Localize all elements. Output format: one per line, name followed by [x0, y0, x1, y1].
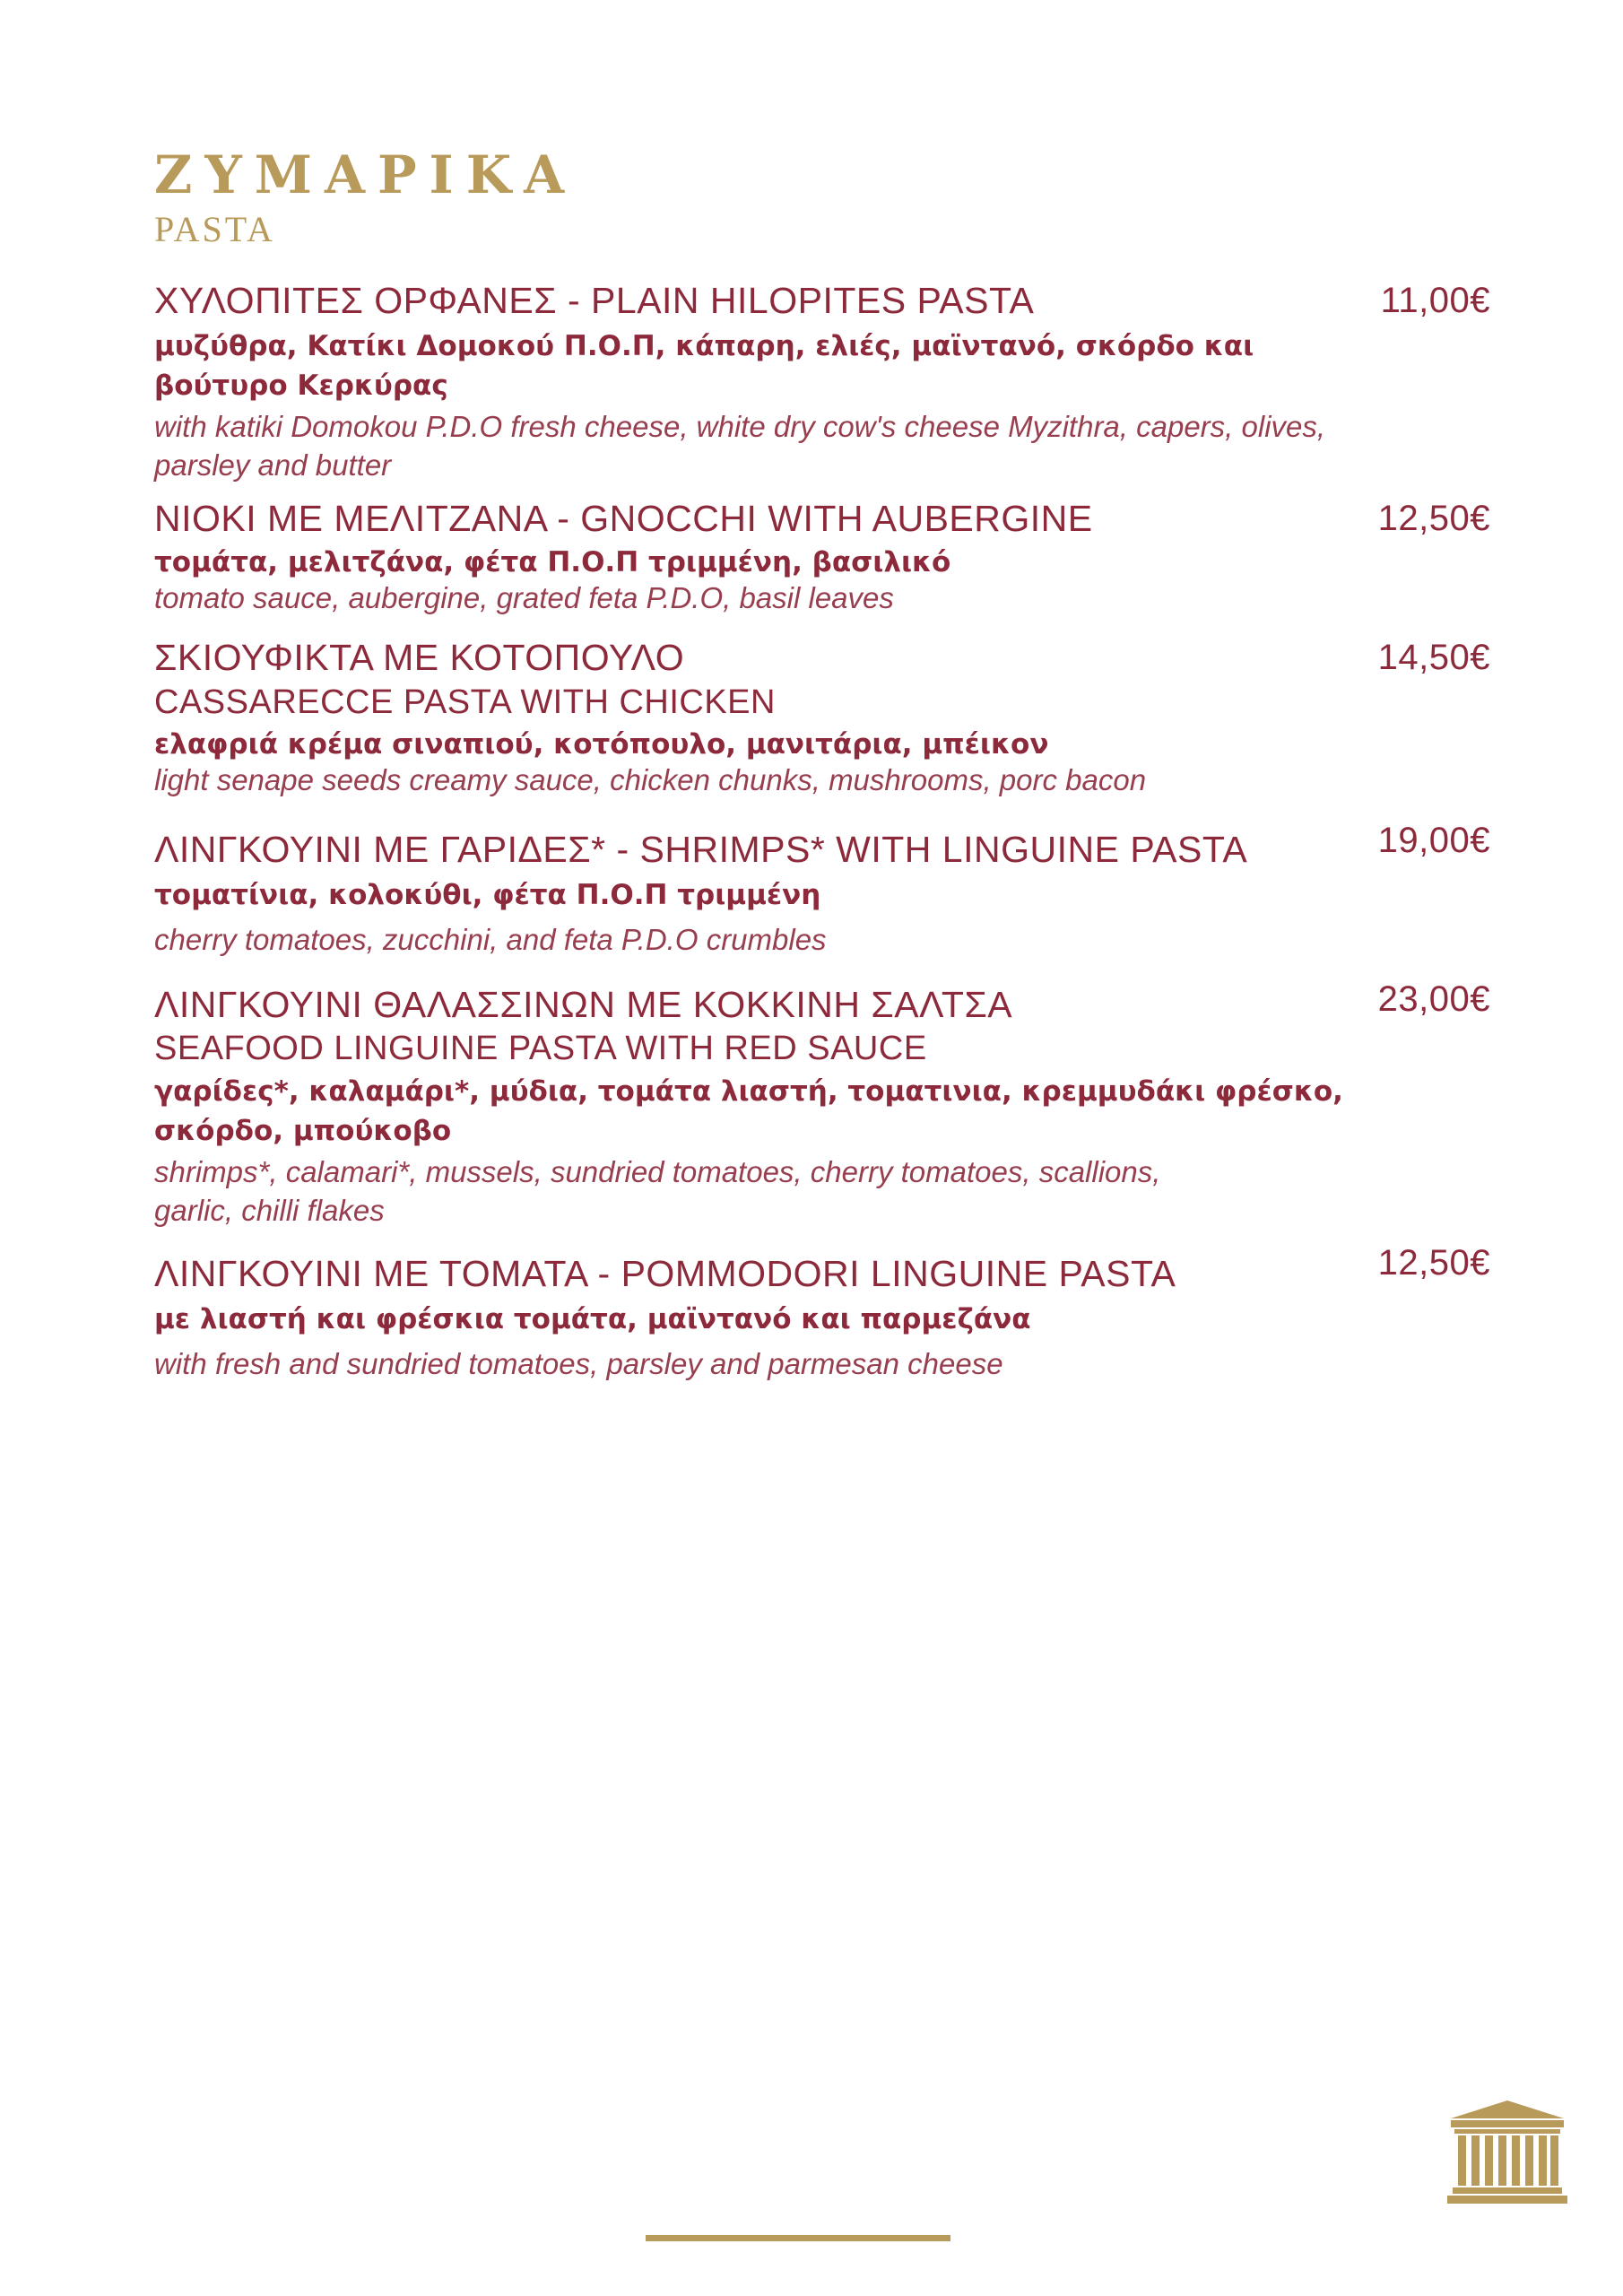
item-description-greek: τομάτα, μελιτζάνα, φέτα Π.Ο.Π τριμμένη, βασιλικό	[154, 546, 951, 578]
menu-item	[154, 1243, 1490, 1383]
item-price: 19,00€	[1377, 821, 1490, 860]
item-description-english: with katiki Domokou P.D.O fresh cheese, white dry cow's cheese Myzithra, capers, olives, parsley and butter	[154, 410, 1326, 482]
item-description-english: shrimps*, calamari*, mussels, sundried tomatoes, cherry tomatoes, scallions, garlic, chilli flakes	[154, 1155, 1161, 1227]
item-description-greek: με λιαστή και φρέσκια τομάτα, μαϊντανό και παρμεζάνα	[154, 1303, 1031, 1335]
item-price: 12,50€	[1377, 1243, 1490, 1283]
item-title: ΛΙΝΓΚΟΥΙΝΙ ΜΕ ΤΟΜΑΤΑ - POMMODORI LINGUINE PASTA	[154, 1253, 1176, 1294]
item-description-greek: γαρίδες*, καλαμάρι*, μύδια, τομάτα λιαστή, τοματινια, κρεμμυδάκι φρέσκο, σκόρδο, μπούκοβο	[154, 1075, 1343, 1147]
temple-icon	[1445, 2099, 1569, 2205]
item-description-english: tomato sauce, aubergine, grated feta P.D.O, basil leaves	[154, 581, 894, 614]
item-price: 12,50€	[1377, 499, 1490, 538]
menu-item	[154, 821, 1490, 959]
item-description-english: cherry tomatoes, zucchini, and feta P.D.O crumbles	[154, 923, 827, 956]
item-title: ΧΥΛΟΠΙΤΕΣ ΟΡΦΑΝΕΣ - PLAIN HILOPITES PASTA	[154, 280, 1035, 321]
item-description-greek: ελαφριά κρέμα σιναπιού, κοτόπουλο, μανιτάρια, μπέικον	[154, 728, 1049, 761]
menu-item	[154, 979, 1490, 1230]
item-title: ΛΙΝΓΚΟΥΙΝΙ ΘΑΛΑΣΣΙΝΩΝ ΜΕ ΚΟΚΚΙΝΗ ΣΑΛΤΣΑ	[154, 984, 1013, 1025]
footer-divider	[646, 2235, 950, 2241]
item-description-english: with fresh and sundried tomatoes, parsley and parmesan cheese	[154, 1347, 1003, 1380]
item-description-greek: τοματίνια, κολοκύθι, φέτα Π.Ο.Π τριμμένη	[154, 879, 821, 911]
menu-item	[154, 496, 1490, 617]
item-price: 14,50€	[1377, 638, 1490, 677]
section-heading	[154, 144, 577, 251]
item-subtitle: SEAFOOD LINGUINE PASTA WITH RED SAUCE	[154, 1030, 927, 1067]
item-subtitle: CASSARECCE PASTA WITH CHICKEN	[154, 683, 776, 721]
item-title: ΝΙΟΚΙ ΜΕ ΜΕΛΙΤΖΑΝΑ - GNOCCHI WITH AUBERGINE	[154, 498, 1093, 539]
section-title-english: PASTA	[154, 209, 275, 249]
item-description-greek: μυζύθρα, Κατίκι Δομοκού Π.Ο.Π, κάπαρη, ελιές, μαϊντανό, σκόρδο και βούτυρο Κερκύρας	[154, 330, 1254, 402]
item-price: 11,00€	[1380, 281, 1490, 320]
section-title-greek: ΖΥΜΑΡΙΚΑ	[154, 144, 577, 205]
menu-item	[154, 635, 1490, 799]
menu-item	[154, 278, 1490, 484]
item-description-english: light senape seeds creamy sauce, chicken chunks, mushrooms, porc bacon	[154, 763, 1147, 796]
item-title: ΣΚΙΟΥΦΙΚΤΑ ΜΕ ΚΟΤΟΠΟΥΛΟ	[154, 637, 685, 678]
item-price: 23,00€	[1377, 979, 1490, 1019]
item-title: ΛΙΝΓΚΟΥΙΝΙ ΜΕ ΓΑΡΙΔΕΣ* - SHRIMPS* WITH LINGUINE PASTA	[154, 829, 1248, 870]
